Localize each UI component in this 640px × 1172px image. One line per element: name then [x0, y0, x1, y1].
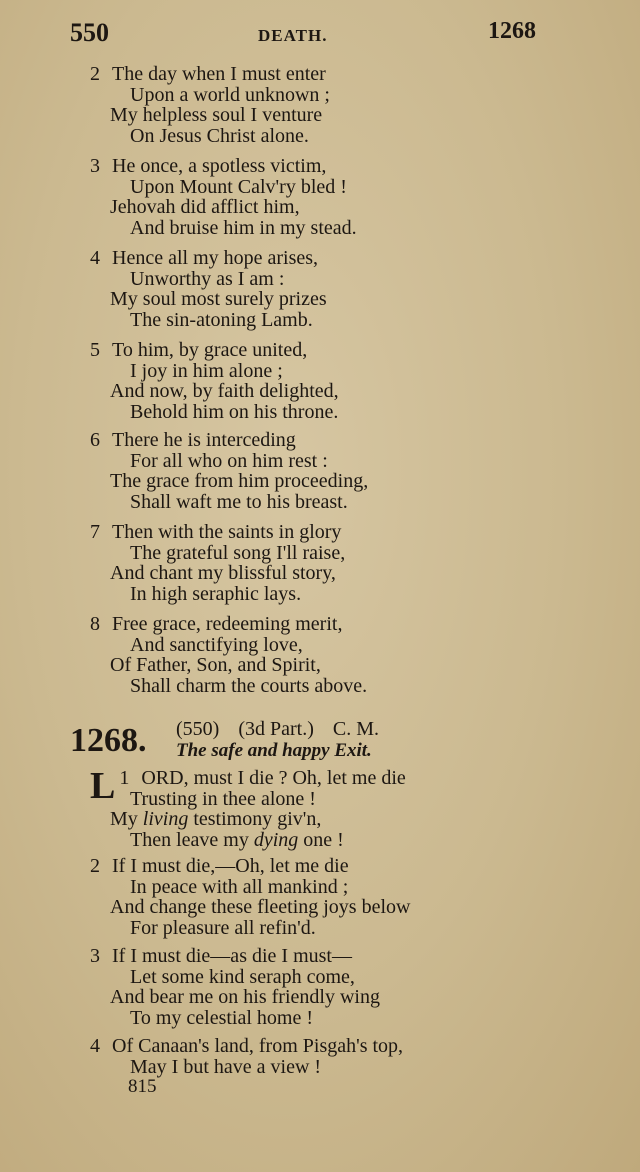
verse-line: Trusting in thee alone !	[130, 787, 316, 810]
verse-3	[90, 156, 357, 238]
verse-7	[90, 522, 345, 604]
verse-line: For all who on him rest :	[130, 449, 328, 472]
verse-6	[90, 430, 368, 512]
verse-number: 7	[90, 521, 100, 543]
verse-line: He once, a spotless victim,	[112, 155, 327, 177]
verse-line-3	[90, 809, 406, 830]
verse-2	[90, 64, 330, 146]
verse-line: Free grace, redeeming merit,	[112, 613, 343, 635]
verse-line: Shall waft me to his breast.	[130, 490, 348, 513]
verse-line: Upon Mount Calv'ry bled !	[130, 175, 347, 198]
verse-line: Then with the saints in glory	[112, 521, 342, 543]
verse-line: Unworthy as I am :	[130, 267, 285, 290]
hymn-verse-4	[90, 1036, 403, 1077]
running-head: DEATH.	[258, 26, 328, 45]
verse-line: If I must die,—Oh, let me die	[112, 855, 349, 877]
verse-line: The sin-atoning Lamb.	[130, 308, 313, 331]
verse-line: In peace with all mankind ;	[130, 875, 349, 898]
signature-mark: 815	[128, 1076, 157, 1097]
verse-8	[90, 614, 367, 696]
verse-number: 5	[90, 339, 100, 361]
verse-line: My soul most surely prizes	[110, 288, 327, 310]
verse-line: For pleasure all refin'd.	[130, 916, 316, 939]
hymn-number-header: 1268	[488, 18, 536, 44]
verse-number: 2	[90, 855, 100, 877]
drop-cap: L	[90, 765, 116, 807]
italic-word: living	[142, 808, 189, 830]
verse-line: The grace from him proceeding,	[110, 470, 369, 492]
hymn-reference: (550)	[176, 718, 220, 740]
hymn-verse-2	[90, 856, 410, 938]
hymn-number: 1268.	[70, 722, 147, 759]
verse-number: 6	[90, 429, 100, 451]
italic-word: dying	[253, 828, 299, 851]
verse-line: In high seraphic lays.	[130, 582, 302, 605]
verse-number: 2	[90, 63, 100, 85]
text-run: My	[110, 808, 143, 830]
verse-number: 4	[90, 247, 100, 269]
verse-line: May I but have a view !	[130, 1055, 322, 1078]
hymn-meter: C. M.	[332, 718, 379, 740]
verse-line: The grateful song I'll raise,	[130, 541, 346, 564]
hymn-meta	[176, 718, 393, 741]
verse-line: I joy in him alone ;	[130, 359, 283, 382]
hymn-verse-1	[90, 765, 406, 851]
verse-line: Shall charm the courts above.	[130, 674, 368, 697]
hymn-title: The safe and happy Exit.	[176, 740, 372, 761]
verse-number: 3	[90, 155, 100, 177]
verse-4	[90, 248, 327, 330]
verse-line: Upon a world unknown ;	[130, 83, 330, 106]
verse-number: 8	[90, 613, 100, 635]
hymn-verse-3	[90, 946, 380, 1028]
verse-line-4	[90, 830, 406, 851]
verse-line: Of Canaan's land, from Pisgah's top,	[112, 1035, 404, 1057]
verse-line: Jehovah did afflict him,	[110, 196, 300, 218]
verse-line: On Jesus Christ alone.	[130, 124, 309, 147]
verse-line: And bear me on his friendly wing	[110, 986, 380, 1008]
verse-line: And chant my blissful story,	[110, 562, 336, 584]
verse-line: To him, by grace united,	[112, 339, 308, 361]
text-run: one !	[298, 828, 344, 851]
verse-number: 1	[119, 767, 130, 789]
verse-line: And bruise him in my stead.	[130, 216, 357, 239]
verse-number: 4	[90, 1035, 100, 1057]
verse-number: 3	[90, 945, 100, 967]
text-run: testimony giv'n,	[188, 808, 322, 830]
verse-line: Hence all my hope arises,	[112, 247, 319, 269]
verse-line: The day when I must enter	[112, 63, 326, 85]
verse-5	[90, 340, 339, 422]
verse-line: Let some kind seraph come,	[130, 965, 355, 988]
verse-line: Of Father, Son, and Spirit,	[110, 654, 321, 676]
hymn-part: (3d Part.)	[238, 718, 314, 740]
verse-line: And now, by faith delighted,	[110, 380, 339, 402]
page-number: 550	[70, 18, 109, 47]
verse-line: There he is interceding	[112, 429, 296, 451]
verse-line: If I must die—as die I must—	[112, 945, 352, 967]
verse-line: Behold him on his throne.	[130, 400, 339, 423]
verse-line: ORD, must I die ? Oh, let me die	[141, 767, 406, 789]
verse-line: My helpless soul I venture	[110, 104, 323, 126]
verse-line: To my celestial home !	[130, 1006, 313, 1029]
verse-line: And change these fleeting joys below	[110, 896, 411, 918]
text-run: Then leave my	[130, 828, 254, 851]
verse-line: And sanctifying love,	[130, 633, 303, 656]
